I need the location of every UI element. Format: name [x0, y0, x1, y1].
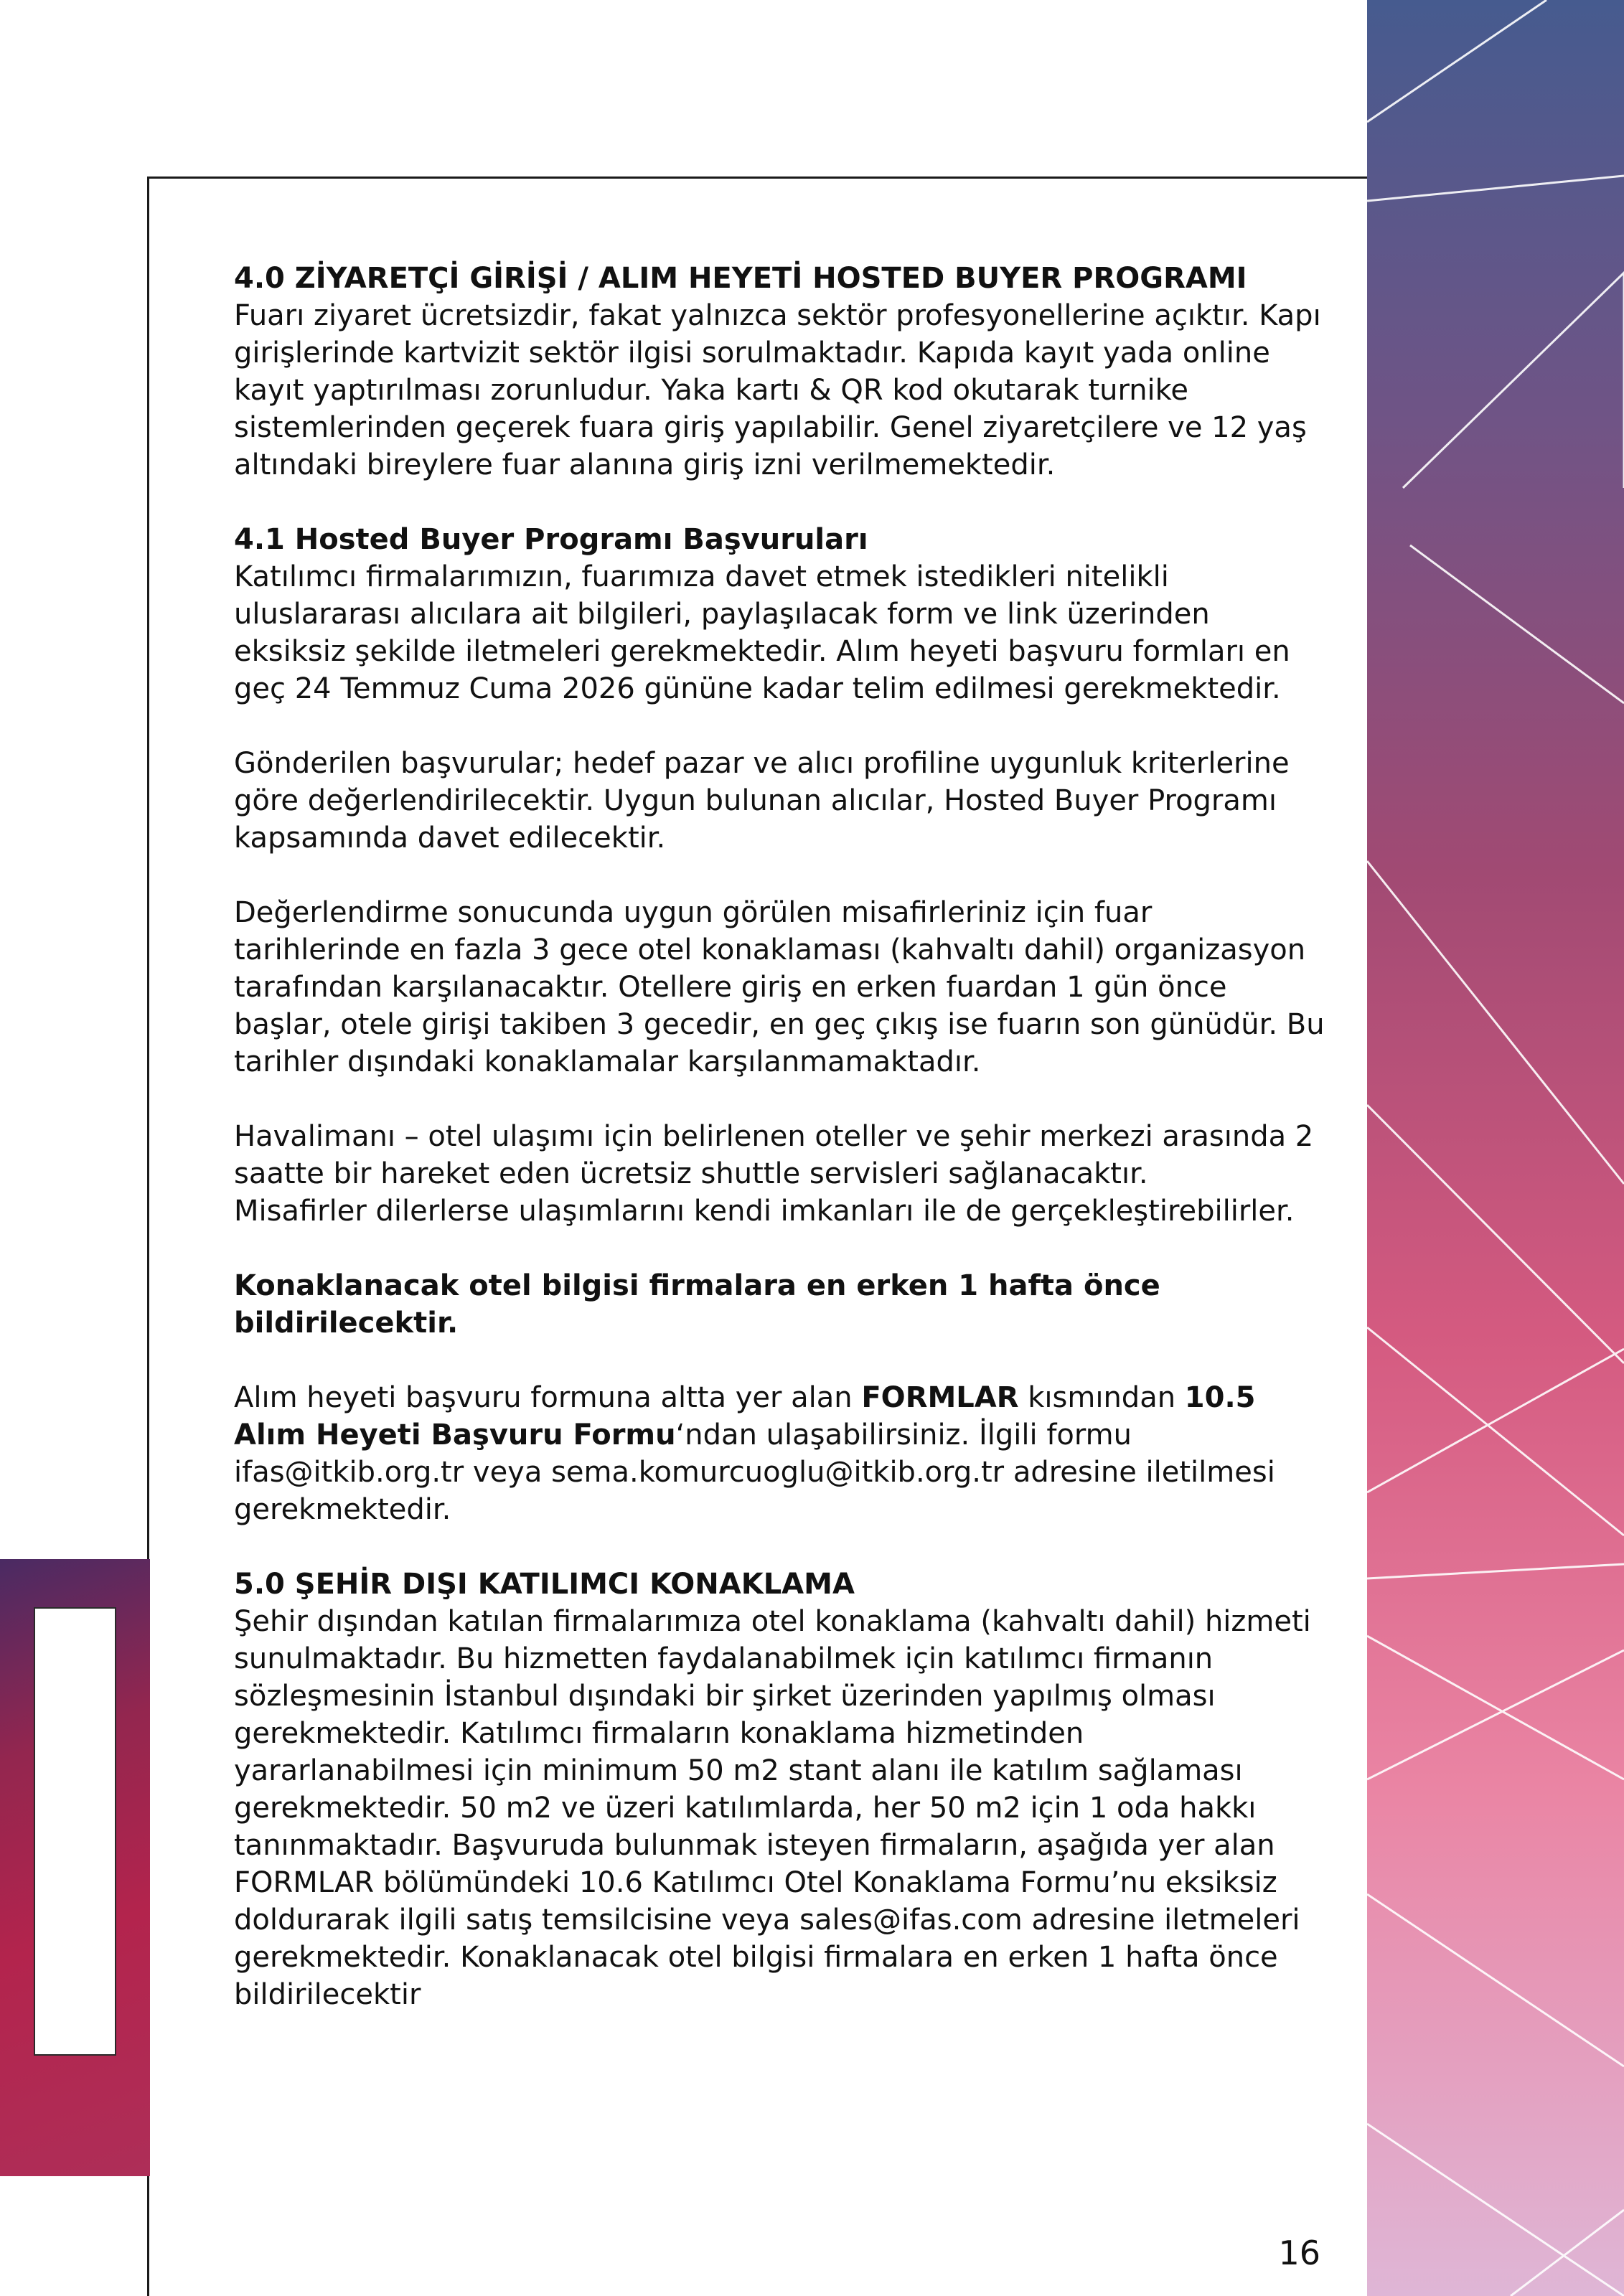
formlar-label: FORMLAR — [861, 1381, 1019, 1414]
decorative-line-pattern — [1367, 0, 1624, 2296]
section-4-0-paragraph: Fuarı ziyaret ücretsizdir, fakat yalnızca sektör profesyonellerine açıktır. Kapı girişlerinde kartvizit sektör ilgisi sorulmaktadır. Kapıda kayıt yada online kayıt yaptırılması zorunludur. Yaka kartı & QR kod okutarak turnike sistemlerinden geçerek fuara giriş yapılabilir. Genel ziyaretçilere ve 12 yaş altındaki bireylere fuar alanına giriş izni verilmemektedir. — [234, 299, 1321, 481]
form-reference-text-1: Alım heyeti başvuru formuna altta yer alan — [234, 1381, 862, 1414]
decorative-inner-panel — [34, 1607, 116, 2056]
application-paragraph: Katılımcı firmalarımızın, fuarımıza davet etmek istedikleri nitelikli uluslararası alıcılara ait bilgileri, paylaşılacak form ve link üzerinden eksiksiz şekilde iletmeleri gerekmektedir. Alım heyeti başvuru formları en geç 24 Temmuz Cuma 2026 gününe kadar telim edilmesi gerekmektedir. — [234, 560, 1290, 705]
evaluation-paragraph: Gönderilen başvurular; hedef pazar ve alıcı profiline uygunluk kriterlerine göre değerlendirilecektir. Uygun bulunan alıcılar, Hosted Buyer Programı kapsamında davet edilecektir. — [234, 747, 1290, 855]
page-number: 16 — [1278, 2234, 1320, 2272]
decorative-gradient-band — [1367, 0, 1624, 2296]
decorative-side-block — [0, 1559, 150, 2176]
section-5-0-heading: 5.0 ŞEHİR DIŞI KATILIMCI KONAKLAMA — [234, 1568, 855, 1601]
form-reference-paragraph — [234, 1379, 1325, 1528]
document-body — [234, 260, 1325, 2013]
form-reference-text-2: kısmından — [1018, 1381, 1185, 1414]
shuttle-paragraph: Havalimanı – otel ulaşımı için belirlenen oteller ve şehir merkezi arasında 2 saatte bir hareket eden ücretsiz shuttle servisleri sağlanacaktır. — [234, 1120, 1314, 1190]
section-5-0-paragraph: Şehir dışından katılan firmalarımıza otel konaklama (kahvaltı dahil) hizmeti sunulmaktadır. Bu hizmetten faydalanabilmek için katılımcı firmanın sözleşmesinin İstanbul dışındaki bir şirket üzerinden yapılmış olması gerekmektedir. Katılımcı firmaların konaklama hizmetinden yararlanabilmesi için minimum 50 m2 stant alanı ile katılım sağlaması gerekmektedir. 50 m2 ve üzeri katılımlarda, her 50 m2 için 1 oda hakkı tanınmaktadır. Başvuruda bulunmak isteyen firmaların, aşağıda yer alan FORMLAR bölümündeki 10.6 Katılımcı Otel Konaklama Formu’nu eksiksiz doldurarak ilgili satış temsilcisine veya sales@ifas.com adresine iletmeleri gerekmektedir. Konaklanacak otel bilgisi firmalara en erken 1 hafta önce bildirilecektir — [234, 1605, 1311, 2011]
hotel-info-notice: Konaklanacak otel bilgisi firmalara en erken 1 hafta önce bildirilecektir. — [234, 1269, 1160, 1340]
transport-note: Misafirler dilerlerse ulaşımlarını kendi imkanları ile de gerçekleştirebilirler. — [234, 1195, 1295, 1228]
accommodation-paragraph: Değerlendirme sonucunda uygun görülen misafirleriniz için fuar tarihlerinde en fazla 3 gece otel konaklaması (kahvaltı dahil) organizasyon tarafından karşılanacaktır. Otellere giriş en erken fuardan 1 gün önce başlar, otele girişi takiben 3 gecedir, en geç çıkış ise fuarın son günüdür. Bu tarihler dışındaki konaklamalar karşılanmamaktadır. — [234, 896, 1325, 1078]
section-4-1-heading: 4.1 Hosted Buyer Programı Başvuruları — [234, 523, 868, 556]
section-4-0-heading: 4.0 ZİYARETÇİ GİRİŞİ / ALIM HEYETİ HOSTED BUYER PROGRAMI — [234, 262, 1247, 295]
form-reference-text-3: ‘ndan ulaşabilirsiniz. İlgili formu ifas@itkib.org.tr veya sema.komurcuoglu@itkib.org.tr adresine iletilmesi gerekmektedir. — [234, 1418, 1275, 1526]
form-name: 10.5 Alım Heyeti Başvuru Formu — [234, 1381, 1256, 1452]
